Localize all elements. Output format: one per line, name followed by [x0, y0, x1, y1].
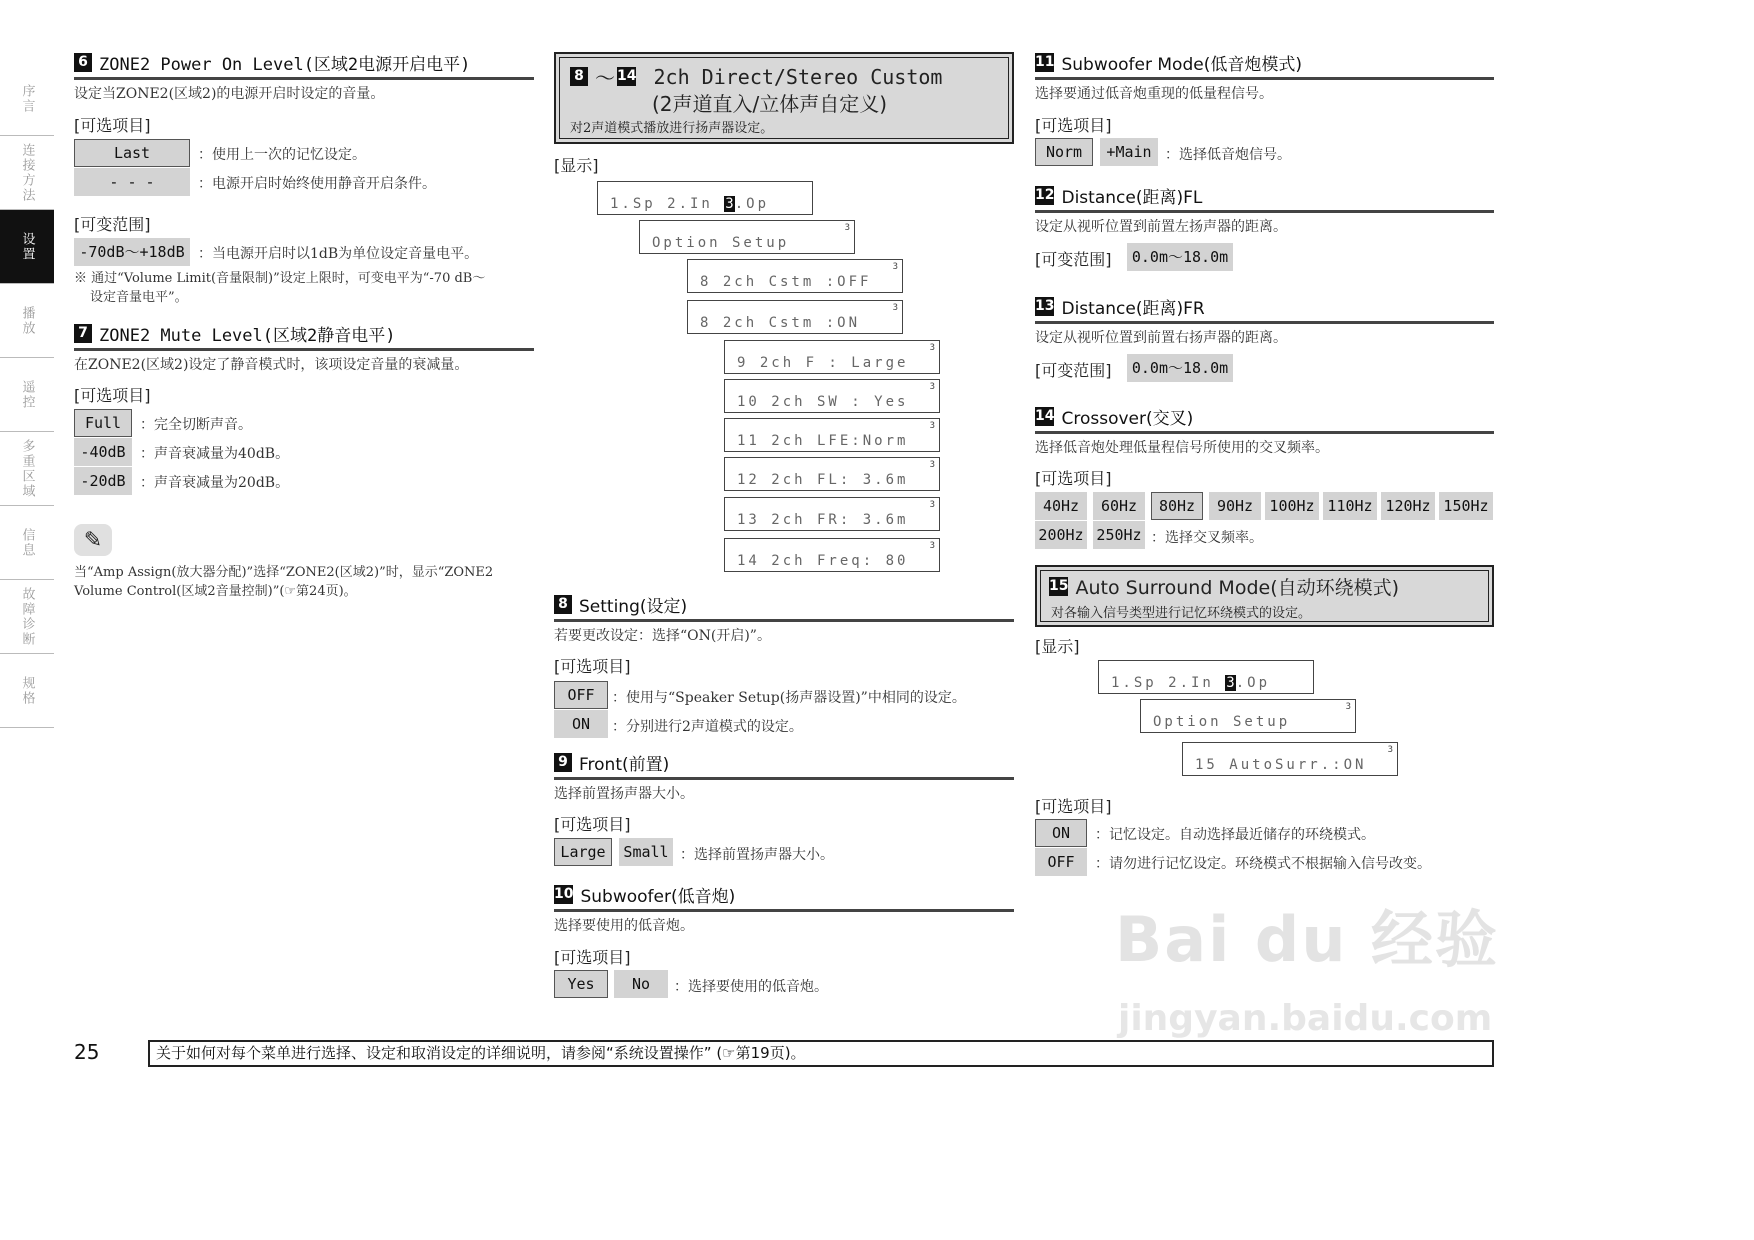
lcd-marker: 3	[929, 343, 935, 353]
section-number: 7	[74, 324, 92, 343]
range-label: [可变范围]	[1035, 250, 1112, 269]
lcd-screen	[1182, 742, 1398, 776]
lcd-screen	[687, 259, 903, 293]
side-tab-nav	[0, 62, 54, 728]
option-chip[interactable]: Full	[74, 409, 132, 437]
option-chip[interactable]: ON	[1035, 819, 1087, 847]
option-chip[interactable]: ON	[554, 710, 608, 738]
option-chip[interactable]: +Main	[1100, 138, 1158, 166]
section-title: ZONE2 Power On Level(区域2电源开启电平)	[99, 55, 471, 75]
option-text: ：选择要使用的低音炮。	[674, 979, 828, 995]
section-title: Distance(距离)FR	[1061, 299, 1205, 319]
options-label: [可选项目]	[1035, 797, 1112, 816]
freq-chip[interactable]: 90Hz	[1209, 492, 1261, 520]
footer-note: 关于如何对每个菜单进行选择、设定和取消设定的详细说明，请参阅“系统设置操作” (☞第19页)。	[148, 1040, 1494, 1067]
section-description: 选择要通过低音炮重现的低量程信号。	[1035, 86, 1273, 102]
watermark-url: jingyan.baidu.com	[1118, 998, 1493, 1039]
lcd-marker: 3	[929, 382, 935, 392]
section-heading-7	[74, 321, 534, 351]
lcd-screen	[724, 418, 940, 452]
range-text: ：当电源开启时以1dB为单位设定音量电平。	[198, 246, 479, 262]
option-chip[interactable]: Norm	[1035, 138, 1093, 166]
option-chip[interactable]: Last	[74, 139, 190, 167]
lcd-text: 13 2ch FR: 3.6m	[737, 512, 909, 528]
freq-chip[interactable]: 200Hz	[1035, 521, 1087, 549]
freq-chip[interactable]: 110Hz	[1323, 492, 1377, 520]
option-chip[interactable]: OFF	[554, 681, 608, 709]
memo-text: 当“Amp Assign(放大器分配)”选择“ZONE2(区域2)”时，显示“ZONE2	[74, 565, 494, 580]
section-description: 设定从视听位置到前置右扬声器的距离。	[1035, 330, 1287, 346]
options-label: [可选项目]	[554, 657, 631, 676]
section-title: Distance(距离)FL	[1061, 188, 1203, 208]
section-title: Front(前置)	[579, 755, 670, 775]
option-chip[interactable]: No	[614, 970, 668, 998]
section-heading-12	[1035, 183, 1494, 213]
lcd-screen	[687, 300, 903, 334]
box-title: 2ch Direct/Stereo Custom	[653, 64, 943, 89]
lcd-marker: 3	[929, 500, 935, 510]
option-text: ：使用与“Speaker Setup(扬声器设置)”中相同的设定。	[612, 690, 966, 706]
section-heading-6	[74, 50, 534, 80]
lcd-screen	[724, 457, 940, 491]
box-title: Auto Surround Mode(自动环绕模式)	[1075, 577, 1400, 599]
box-title-sub: (2声道直入/立体声自定义)	[652, 92, 888, 116]
lcd-marker: 3	[929, 421, 935, 431]
lcd-text: 1.Sp 2.In	[610, 196, 725, 212]
section-heading-10	[554, 882, 1014, 912]
section-heading-13	[1035, 294, 1494, 324]
side-tab[interactable]: 播放	[0, 284, 54, 358]
side-tab[interactable]: 信息	[0, 506, 54, 580]
option-chip[interactable]: - - -	[74, 168, 190, 196]
lcd-marker: 3	[892, 262, 898, 272]
section-number: 10	[554, 886, 574, 902]
lcd-text: .Op	[1235, 675, 1271, 691]
note-text: 设定音量电平”。	[90, 290, 188, 305]
section-number: 9	[554, 753, 572, 772]
freq-chip[interactable]: 80Hz	[1151, 492, 1203, 520]
section-description: 选择要使用的低音炮。	[554, 918, 694, 934]
side-tab[interactable]: 序言	[0, 62, 54, 136]
lcd-text: 9 2ch F : Large	[737, 355, 909, 371]
lcd-text: 8 2ch Cstm :OFF	[700, 274, 872, 290]
freq-chip[interactable]: 60Hz	[1093, 492, 1145, 520]
note-text: ※ 通过“Volume Limit(音量限制)”设定上限时，可变电平为“-70 dB～	[74, 271, 486, 286]
lcd-text: Option Setup	[1153, 714, 1291, 730]
lcd-cursor: 3	[725, 196, 734, 212]
lcd-text: 15 AutoSurr.:ON	[1195, 757, 1367, 773]
lcd-text: 11 2ch LFE:Norm	[737, 433, 909, 449]
range-separator: ～	[595, 66, 615, 90]
section-number: 13	[1035, 298, 1055, 314]
page-number: 25	[74, 1040, 100, 1064]
lcd-screen	[1140, 699, 1356, 733]
lcd-text: 1.Sp 2.In	[1111, 675, 1226, 691]
range-chip: 0.0m～18.0m	[1127, 243, 1233, 271]
option-chip[interactable]: Large	[554, 838, 612, 866]
display-label: [显示]	[1035, 637, 1080, 656]
options-label: [可选项目]	[554, 815, 631, 834]
lcd-text: 12 2ch FL: 3.6m	[737, 472, 909, 488]
option-text: ：声音衰减量为20dB。	[140, 475, 290, 491]
side-tab-active[interactable]: 设置	[0, 210, 54, 284]
section-description: 选择低音炮处理低量程信号所使用的交叉频率。	[1035, 440, 1329, 456]
option-text: ：请勿进行记忆设定。环绕模式不根据输入信号改变。	[1095, 856, 1431, 872]
section-description: 设定当ZONE2(区域2)的电源开启时设定的音量。	[74, 86, 385, 102]
section-heading-11	[1035, 50, 1494, 80]
freq-chip[interactable]: 150Hz	[1439, 492, 1493, 520]
lcd-screen	[1098, 660, 1314, 694]
lcd-screen	[724, 538, 940, 572]
box-description: 对各输入信号类型进行记忆环绕模式的设定。	[1051, 606, 1312, 621]
lcd-screen	[597, 181, 813, 215]
option-text: ：声音衰减量为40dB。	[140, 446, 290, 462]
option-text: ：使用上一次的记忆设定。	[198, 147, 366, 163]
options-label: [可选项目]	[1035, 469, 1112, 488]
options-label: [可选项目]	[74, 386, 151, 405]
lcd-cursor: 3	[1226, 675, 1235, 691]
section-description: 设定从视听位置到前置左扬声器的距离。	[1035, 219, 1287, 235]
section-number: 14	[617, 68, 637, 84]
section-title: Subwoofer(低音炮)	[580, 887, 736, 907]
option-chip[interactable]: Small	[619, 838, 673, 866]
section-number: 8	[570, 67, 588, 86]
section-title: Subwoofer Mode(低音炮模式)	[1061, 55, 1302, 75]
freq-chip[interactable]: 120Hz	[1381, 492, 1435, 520]
options-label: [可选项目]	[74, 116, 151, 135]
section-heading-14	[1035, 404, 1494, 434]
side-tab[interactable]: 遥控	[0, 358, 54, 432]
section-number: 6	[74, 53, 92, 72]
lcd-marker: 3	[929, 541, 935, 551]
pencil-icon: ✎	[74, 524, 112, 556]
section-description: 在ZONE2(区域2)设定了静音模式时，该项设定音量的衰减量。	[74, 357, 469, 373]
option-text: ：分别进行2声道模式的设定。	[612, 719, 803, 735]
section-number: 15	[1049, 578, 1069, 594]
section-number: 14	[1035, 408, 1055, 424]
section-number: 12	[1035, 187, 1055, 203]
display-label: [显示]	[554, 156, 599, 175]
range-chip: 0.0m～18.0m	[1127, 354, 1233, 382]
range-chip: -70dB～+18dB	[74, 238, 190, 266]
lcd-text: 10 2ch SW : Yes	[737, 394, 909, 410]
option-chip[interactable]: OFF	[1035, 848, 1087, 876]
lcd-text: Option Setup	[652, 235, 790, 251]
option-text: ：电源开启时始终使用静音开启条件。	[198, 176, 436, 192]
section-header-box	[554, 52, 1014, 144]
range-label: [可变范围]	[1035, 361, 1112, 380]
lcd-text: 8 2ch Cstm :ON	[700, 315, 861, 331]
freq-chip[interactable]: 100Hz	[1265, 492, 1319, 520]
section-number: 8	[554, 595, 572, 614]
section-description: 若要更改设定：选择“ON(开启)”。	[554, 628, 771, 644]
section-description: 选择前置扬声器大小。	[554, 786, 694, 802]
lcd-marker: 3	[929, 460, 935, 470]
freq-chip[interactable]: 250Hz	[1093, 521, 1145, 549]
side-tab[interactable]: 多重区域	[0, 432, 54, 506]
options-label: [可选项目]	[1035, 116, 1112, 135]
section-title: ZONE2 Mute Level(区域2静音电平)	[99, 326, 396, 346]
memo-text: Volume Control(区域2音量控制)”(☞第24页)。	[74, 584, 357, 599]
lcd-marker: 3	[1345, 702, 1351, 712]
option-text: ：选择交叉频率。	[1151, 530, 1263, 546]
freq-chip[interactable]: 40Hz	[1035, 492, 1087, 520]
side-tab[interactable]: 规格	[0, 654, 54, 728]
option-text: ：选择低音炮信号。	[1165, 147, 1291, 163]
options-label: [可选项目]	[554, 948, 631, 967]
section-number: 11	[1035, 54, 1055, 70]
side-tab[interactable]: 连接方法	[0, 136, 54, 210]
lcd-screen	[639, 220, 855, 254]
side-tab[interactable]: 故障诊断	[0, 580, 54, 654]
section-header-box	[1035, 565, 1494, 627]
option-text: ：记忆设定。自动选择最近储存的环绕模式。	[1095, 827, 1375, 843]
range-label: [可变范围]	[74, 215, 151, 234]
lcd-text: 14 2ch Freq: 80	[737, 553, 909, 569]
lcd-screen	[724, 379, 940, 413]
section-heading-8	[554, 592, 1014, 622]
lcd-screen	[724, 340, 940, 374]
option-chip[interactable]: Yes	[554, 970, 608, 998]
section-heading-9	[554, 750, 1014, 780]
lcd-text: .Op	[734, 196, 770, 212]
lcd-marker: 3	[844, 223, 850, 233]
lcd-marker: 3	[1387, 745, 1393, 755]
box-description: 对2声道模式播放进行扬声器设定。	[570, 121, 774, 136]
option-chip[interactable]: -40dB	[74, 438, 132, 466]
section-title: Crossover(交叉)	[1061, 409, 1194, 429]
lcd-marker: 3	[892, 303, 898, 313]
watermark-logo: Bai du 经验	[1115, 903, 1500, 976]
option-chip[interactable]: -20dB	[74, 467, 132, 495]
lcd-screen	[724, 497, 940, 531]
option-text: ：完全切断声音。	[140, 417, 252, 433]
option-text: ：选择前置扬声器大小。	[680, 847, 834, 863]
section-title: Setting(设定)	[579, 597, 688, 617]
